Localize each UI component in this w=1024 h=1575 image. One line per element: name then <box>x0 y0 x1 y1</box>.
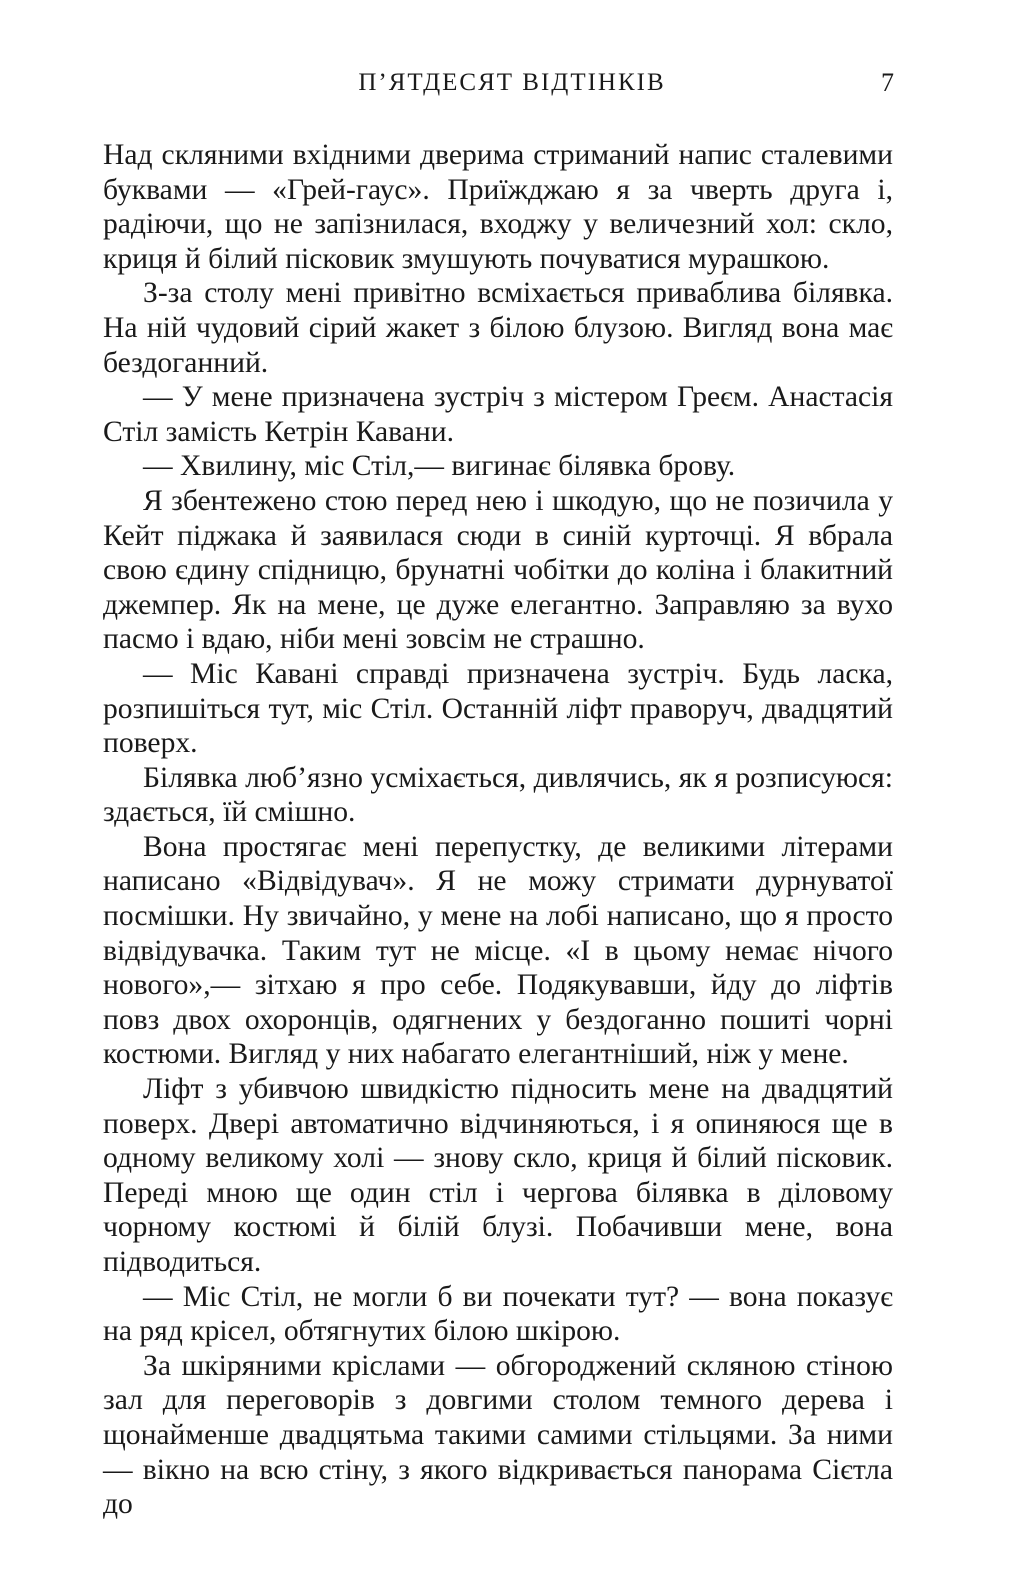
page-number: 7 <box>881 68 894 97</box>
paragraph: Я збентежено стою перед нею і шкодую, що не позичила у Кейт піджака й заявилася сюди в синій курточці. Я вбрала свою єдину спідницю, брунатні чобітки до коліна і блакитний джемпер. Як на мене, це дуже елегантно. Заправляю за вухо пасмо і вдаю, ніби мені зовсім не страшно. <box>103 484 893 656</box>
paragraph: З-за столу мені привітно всміхається приваблива білявка. На ній чудовий сірий жакет з білою блузою. Вигляд вона має бездоганний. <box>103 277 893 379</box>
paragraph: — Хвилину, міс Стіл,— вигинає білявка брову. <box>143 450 736 483</box>
paragraph: За шкіряними кріслами — обгороджений скляною стіною зал для переговорів з довгими столом темного дерева і щонайменше двадцятьма такими самими стільцями. За ними — вікно на всю стіну, з якого відкривається панорама Сієтла до <box>103 1349 893 1521</box>
running-header <box>0 66 1024 100</box>
paragraph: Над скляними вхідними дверима стриманий напис сталевими буквами — «Грей-гаус». Приїжджаю я за чверть друга і, радіючи, що не запізнилася, входжу у величезний хол: скло, криця й білий пісковик змушують почуватися мурашкою. <box>103 139 893 275</box>
paragraph: — Міс Стіл, не могли б ви почекати тут? — вона показує на ряд крісел, обтягнутих білою шкірою. <box>103 1280 893 1348</box>
paragraph: Вона простягає мені перепустку, де великими літерами написано «Відвідувач». Я не можу стримати дурнуватої посмішки. Ну звичайно, у мене на лобі написано, що я просто відвідувачка. Таким тут не місце. «І в цьому немає нічого нового»,— зітхаю я про себе. Подякувавши, йду до ліфтів повз двох охоронців, одягнених у бездоганно пошиті чорні костюми. Вигляд у них набагато елегантніший, ніж у мене. <box>103 830 893 1071</box>
body-text <box>103 138 893 1522</box>
running-title: П’ЯТДЕСЯТ ВІДТІНКІВ <box>358 69 666 96</box>
paragraph: Білявка люб’язно усміхається, дивлячись, як я розписуюся: здається, їй смішно. <box>103 761 893 829</box>
paragraph: — У мене призначена зустріч з містером Греєм. Анастасія Стіл замість Кетрін Кавани. <box>103 381 893 448</box>
paragraph: Ліфт з убивчою швидкістю підносить мене на двадцятий поверх. Двері автоматично відчиняються, і я опиняюся ще в одному великому холі — знову скло, криця й білий пісковик. Переді мною ще один стіл і чергова білявка в діловому чорному костюмі й білій блузі. Побачивши мене, вона підводиться. <box>103 1073 893 1278</box>
paragraph: — Міс Кавані справді призначена зустріч. Будь ласка, розпишіться тут, міс Стіл. Останній ліфт праворуч, двадцятий поверх. <box>103 657 893 760</box>
